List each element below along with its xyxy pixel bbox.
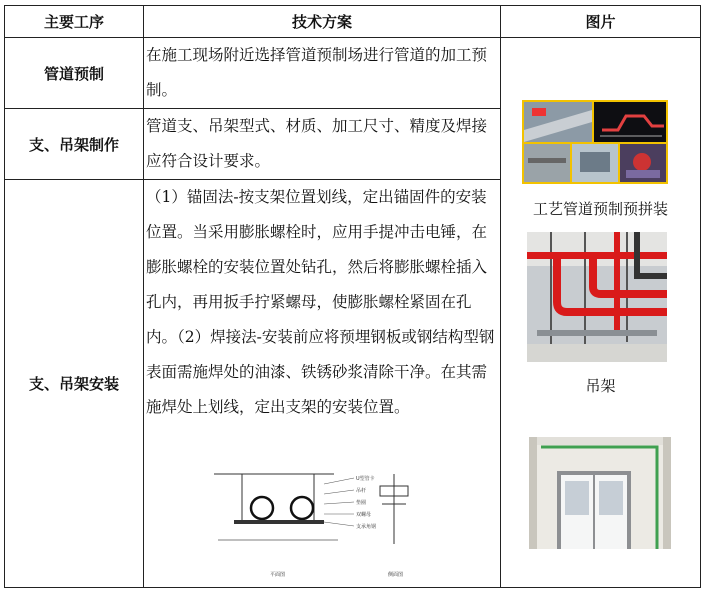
callout-2: 垫圈 [356,500,367,506]
callout-3: 双螺母 [356,512,372,518]
prefab-photo-collage [522,100,668,184]
header-process: 主要工序 [5,6,144,38]
side-view-label: 侧面图 [388,572,404,578]
process-prefab: 管道预制 [5,38,144,109]
support-drawing [204,464,454,582]
process-table [4,5,701,588]
header-plan: 技术方案 [144,6,501,38]
plan-prefab: 在施工现场附近选择管道预制场进行管道的加工预制。 [144,38,501,109]
plan-view-label: 平面图 [270,572,286,578]
installation-text: （1）锚固法-按支架位置划线，定出锚固件的安装位置。当采用膨胀螺栓时，应用手提冲击电锤，在膨胀螺栓的安装位置处钻孔，然后将膨胀螺栓插入孔内，再用扳手拧紧螺母，使膨胀螺栓紧固在孔内。（2）焊接法-安装前应将预埋钢板或钢结构型钢表面需施焊处的油漆、铁锈砂浆清除干净。在其需施焊处上划线，定出支架的安装位置。 [146,188,495,416]
callout-0: U型管卡 [356,476,375,482]
hanger-photo [527,232,667,362]
process-installation: 支、吊架安装 [5,180,144,588]
balcony-photo [529,437,671,549]
callout-1: 吊杆 [356,488,367,494]
plan-installation [144,180,501,588]
caption-prefab: 工艺管道预制预拼装 [532,200,668,218]
header-picture: 图片 [501,6,701,38]
plan-fabrication: 管道支、吊架型式、材质、加工尺寸、精度及焊接应符合设计要求。 [144,109,501,180]
process-fabrication: 支、吊架制作 [5,109,144,180]
callout-4: 支承角钢 [356,524,377,530]
picture-cell [501,38,701,588]
caption-hanger: 吊架 [585,377,616,395]
